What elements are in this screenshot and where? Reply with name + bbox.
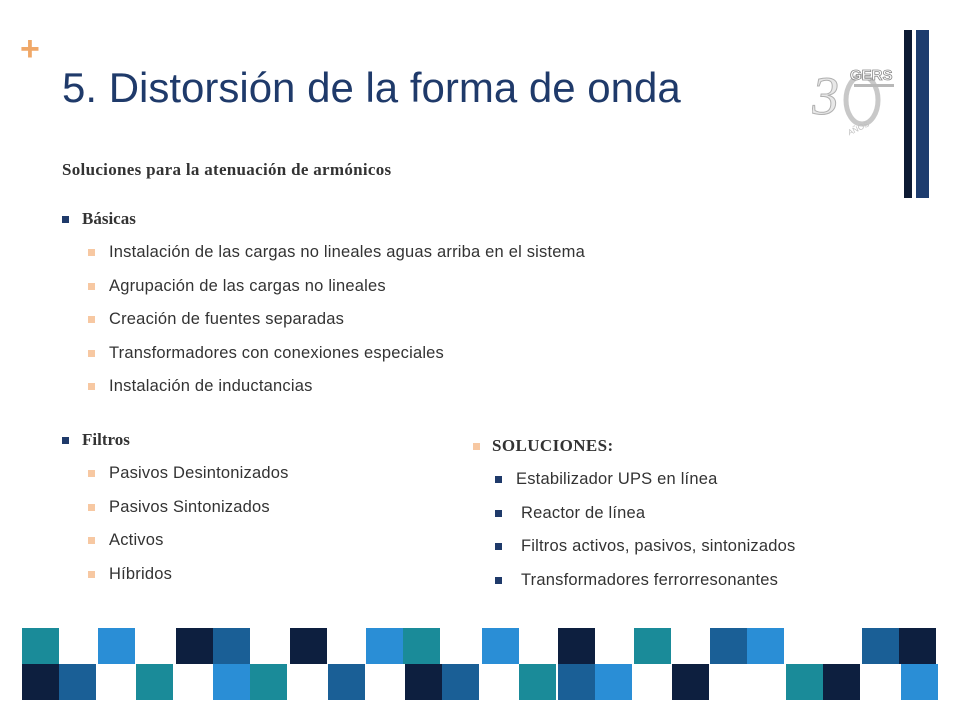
mosaic-tile [22,628,59,664]
mosaic-tile [290,628,327,664]
plus-icon: + [20,30,40,68]
bullet-square-icon [88,316,95,323]
list-item: Creación de fuentes separadas [62,308,585,332]
mosaic-tile [710,628,747,664]
mosaic-tile [366,628,403,664]
mosaic-tile [558,664,595,700]
mosaic-tile [862,628,899,664]
mosaic-tile [901,664,938,700]
list-item: Transformadores ferrorresonantes [473,568,795,592]
bullet-square-icon [88,283,95,290]
mosaic-tile [482,628,519,664]
svg-text:AÑOS: AÑOS [846,119,871,138]
bullet-square-icon [88,350,95,357]
mosaic-tile [403,628,440,664]
mosaic-tile [786,664,823,700]
mosaic-tile [136,664,173,700]
mosaic-tile [595,664,632,700]
decorative-tile-mosaic [22,628,940,700]
logo-text: GERS [850,67,893,84]
bullet-square-icon [62,216,69,223]
right-accent-bar-dark [904,30,912,198]
list-item: Filtros activos, pasivos, sintonizados [473,535,795,559]
bullet-filtros: Filtros [62,428,289,452]
list-item: Pasivos Desintonizados [62,462,289,486]
mosaic-tile [98,628,135,664]
list-item: Instalación de inductancias [62,375,585,399]
mosaic-tile [213,664,250,700]
mosaic-tile [823,664,860,700]
mosaic-tile [22,664,59,700]
list-item: Estabilizador UPS en línea [473,468,795,492]
bullet-square-icon [88,537,95,544]
mosaic-tile [442,664,479,700]
bullet-square-icon [88,249,95,256]
bullet-square-icon [473,443,480,450]
section-subtitle: Soluciones para la atenuación de armónicos [62,160,392,179]
list-item: Transformadores con conexiones especiales [62,341,585,365]
soluciones-list [473,434,795,592]
bullet-square-icon [495,577,502,584]
bullet-soluciones: SOLUCIONES: [473,434,795,458]
bullet-square-icon [88,470,95,477]
mosaic-tile [59,664,96,700]
mosaic-tile [634,628,671,664]
right-accent-bar [916,30,929,198]
mosaic-tile [558,628,595,664]
mosaic-tile [328,664,365,700]
mosaic-tile [519,664,556,700]
mosaic-tile [176,628,213,664]
list-item: Activos [62,529,289,553]
mosaic-tile [747,628,784,664]
mosaic-tile [405,664,442,700]
page-title: 5. Distorsión de la forma de onda [62,64,681,111]
list-item: Híbridos [62,562,289,586]
mosaic-tile [250,664,287,700]
bullet-square-icon [88,504,95,511]
gers-30-anos-logo-icon [812,62,904,142]
bullet-square-icon [88,571,95,578]
filtros-list [62,428,289,586]
mosaic-tile [672,664,709,700]
bullet-square-icon [88,383,95,390]
mosaic-tile [899,628,936,664]
mosaic-tile [213,628,250,664]
list-item: Pasivos Sintonizados [62,495,289,519]
list-item: Reactor de línea [473,501,795,525]
svg-text:3: 3 [812,66,839,126]
bullet-basicas: Básicas [62,207,585,231]
basicas-list [62,207,585,399]
list-item: Instalación de las cargas no lineales aguas arriba en el sistema [62,241,585,265]
bullet-square-icon [495,476,502,483]
bullet-square-icon [62,437,69,444]
bullet-square-icon [495,543,502,550]
bullet-square-icon [495,510,502,517]
list-item: Agrupación de las cargas no lineales [62,274,585,298]
